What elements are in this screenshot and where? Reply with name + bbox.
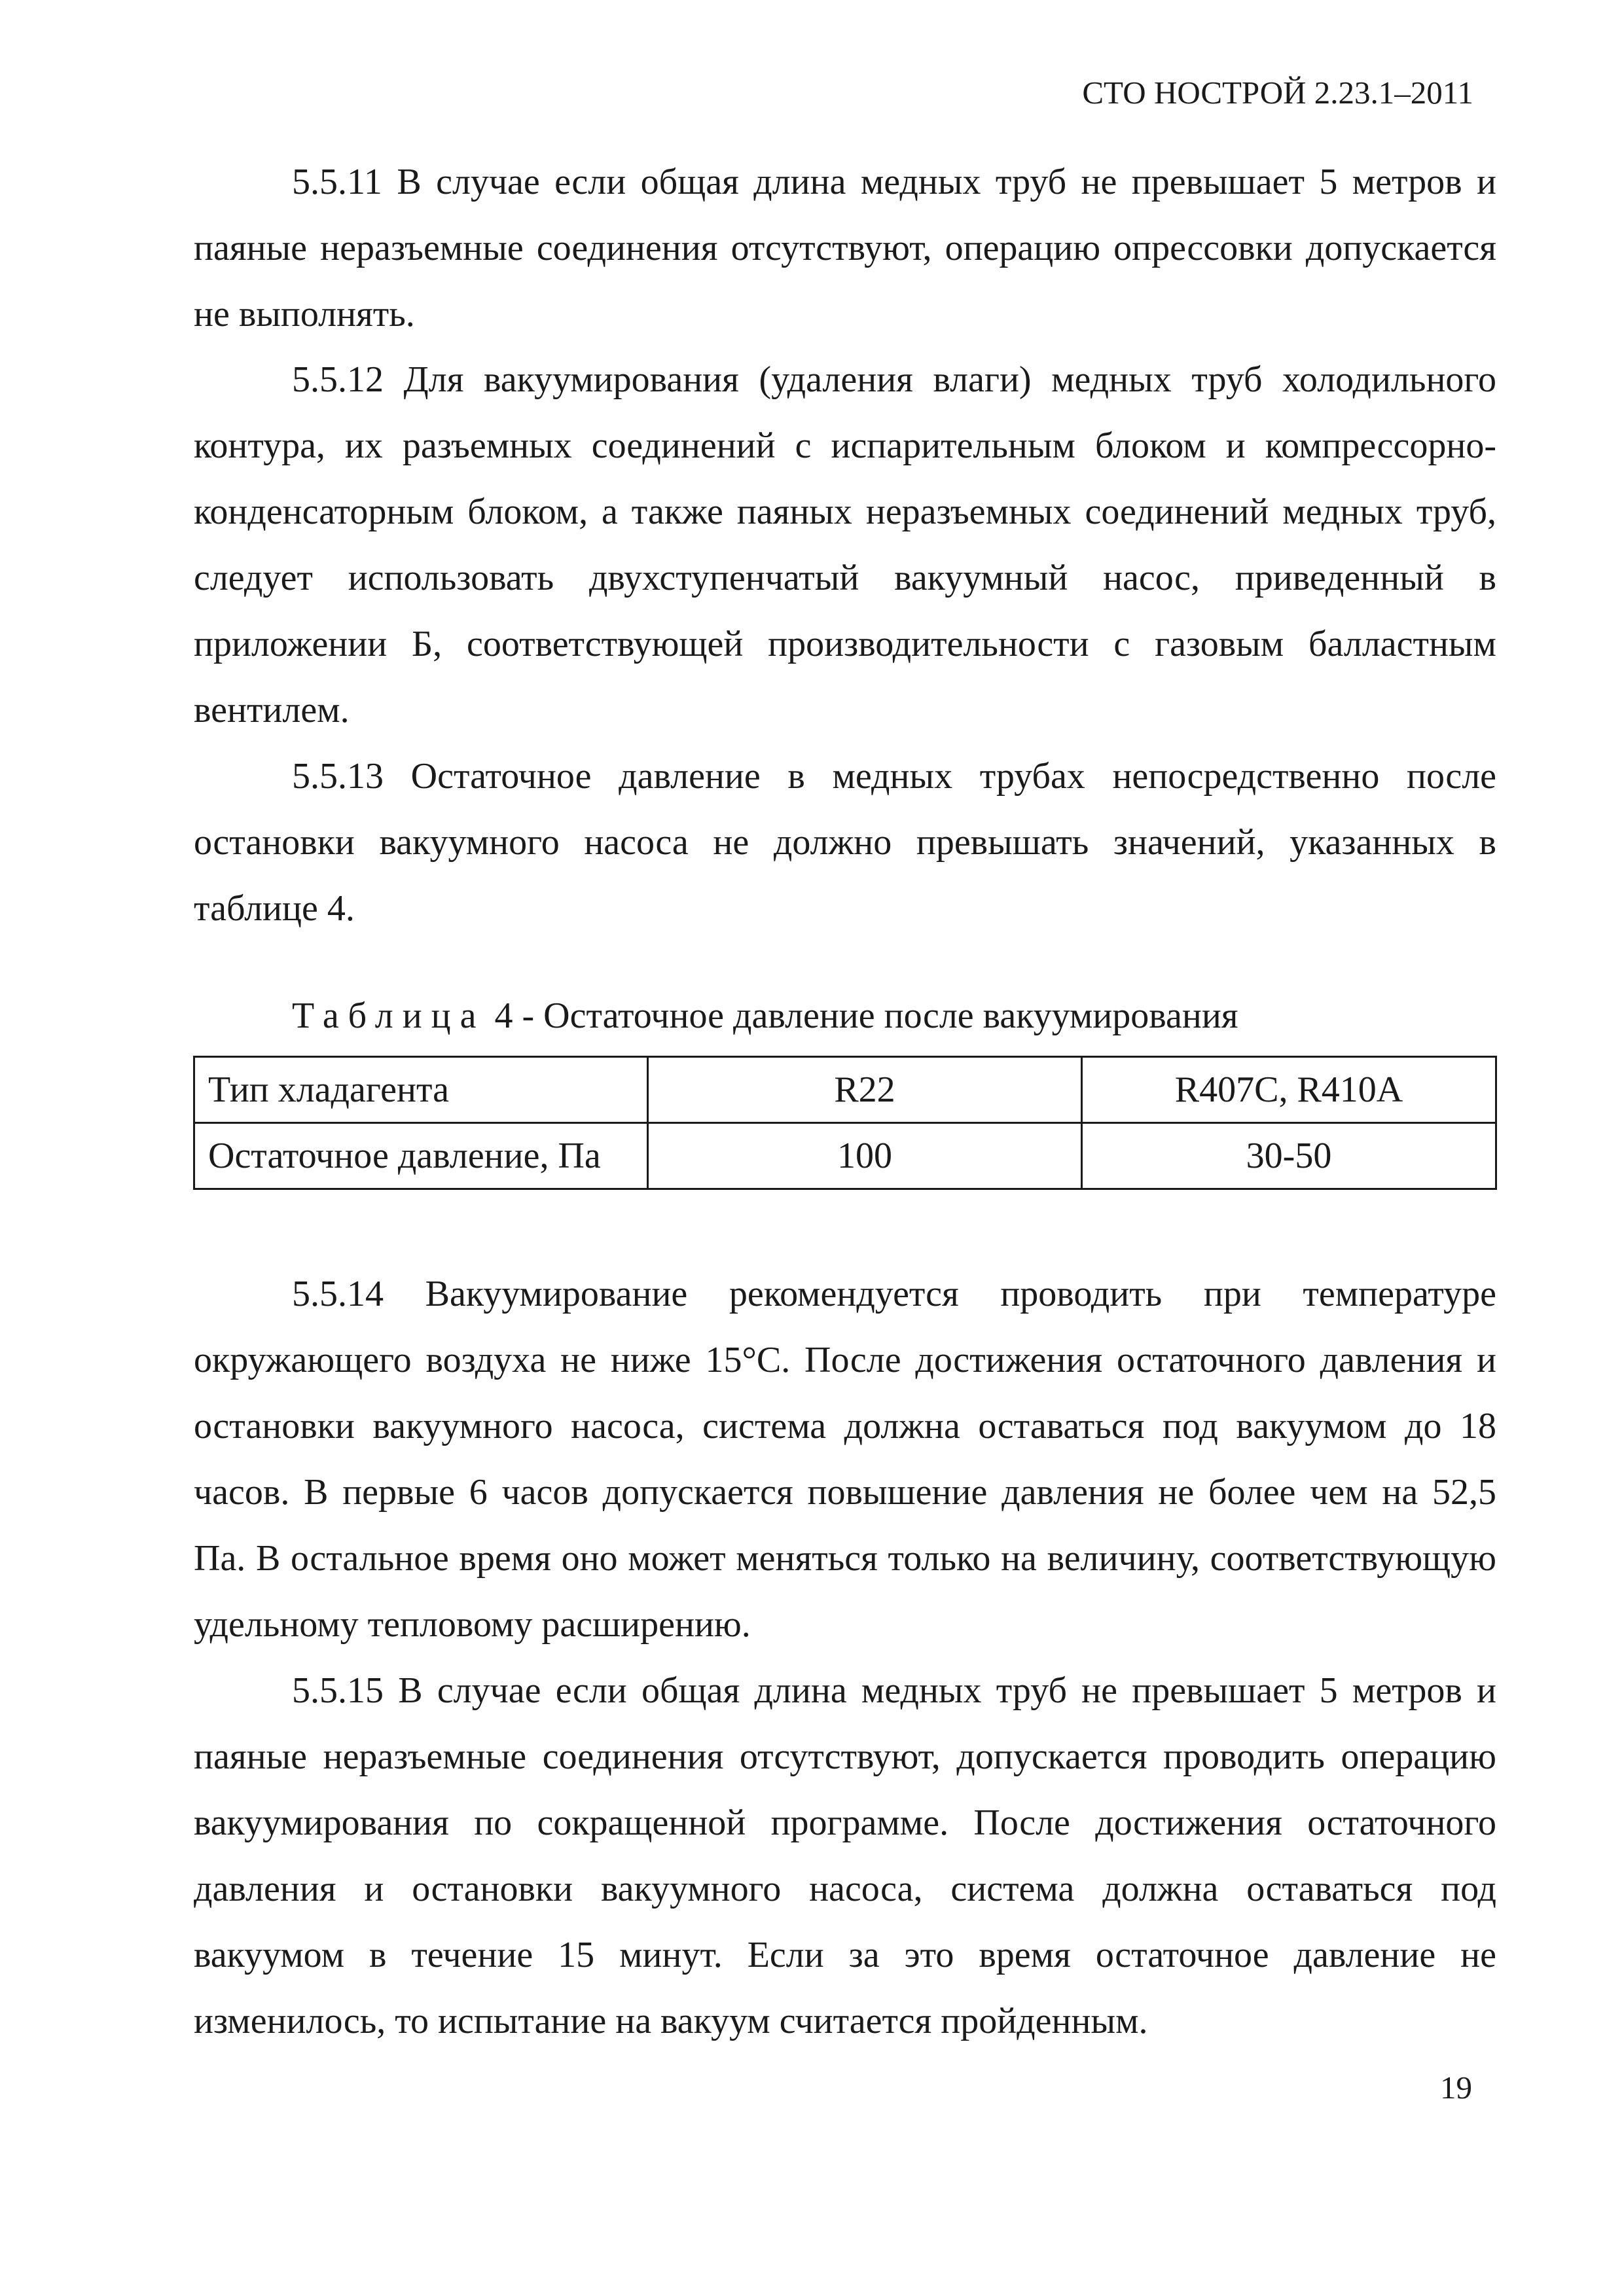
table-cell: R22 [648, 1057, 1082, 1123]
paragraph-5-5-15: 5.5.15 В случае если общая длина медных труб не превышает 5 метров и паяные неразъемные соединения отсутствуют, допускается проводить операцию вакуумирования по сокращенной программе. После достижения остаточного давления и остановки вакуумного насоса, система должна оставаться под вакуумом в течение 15 минут. Если за это время остаточное давление не изменилось, то испытание на вакуум считается пройденным. [194, 1670, 1496, 2041]
table-cell: Остаточное давление, Па [194, 1123, 648, 1189]
paragraph-5-5-12: 5.5.12 Для вакуумирования (удаления влаги) медных труб холодильного контура, их разъемных соединений с испарительным блоком и компрессорно-конденсаторным блоком, а также паяных неразъемных соединений медных труб, следует использовать двухступенчатый вакуумный насос, приведенный в приложении Б, соответствующей производительности с газовым балластным вентилем. [194, 359, 1496, 730]
residual-pressure-table [193, 1056, 1497, 1190]
table-cell: 30-50 [1082, 1123, 1496, 1189]
paragraph-5-5-11: 5.5.11 В случае если общая длина медных труб не превышает 5 метров и паяные неразъемные соединения отсутствуют, операцию опрессовки допускается не выполнять. [194, 162, 1496, 334]
table-cell: 100 [648, 1123, 1082, 1189]
table-caption [292, 993, 1238, 1039]
paragraph-5-5-13: 5.5.13 Остаточное давление в медных трубах непосредственно после остановки вакуумного насоса не должно превышать значений, указанных в таблице 4. [194, 756, 1496, 929]
table-caption-text: 4 - Остаточное давление после вакуумирования [485, 996, 1238, 1036]
table-row [194, 1123, 1496, 1189]
table-cell: Тип хладагента [194, 1057, 648, 1123]
table-caption-label: Таблица [292, 996, 486, 1036]
table-row [194, 1057, 1496, 1123]
paragraph-5-5-14: 5.5.14 Вакуумирование рекомендуется проводить при температуре окружающего воздуха не ниже 15°С. После достижения остаточного давления и остановки вакуумного насоса, система должна оставаться под вакуумом до 18 часов. В первые 6 часов допускается повышение давления не более чем на 52,5 Па. В остальное время оно может меняться только на величину, соответствующую удельному тепловому расширению. [194, 1274, 1496, 1645]
document-header-code: СТО НОСТРОЙ 2.23.1–2011 [1082, 75, 1473, 111]
table-cell: R407C, R410A [1082, 1057, 1496, 1123]
page-number: 19 [1440, 2070, 1472, 2106]
